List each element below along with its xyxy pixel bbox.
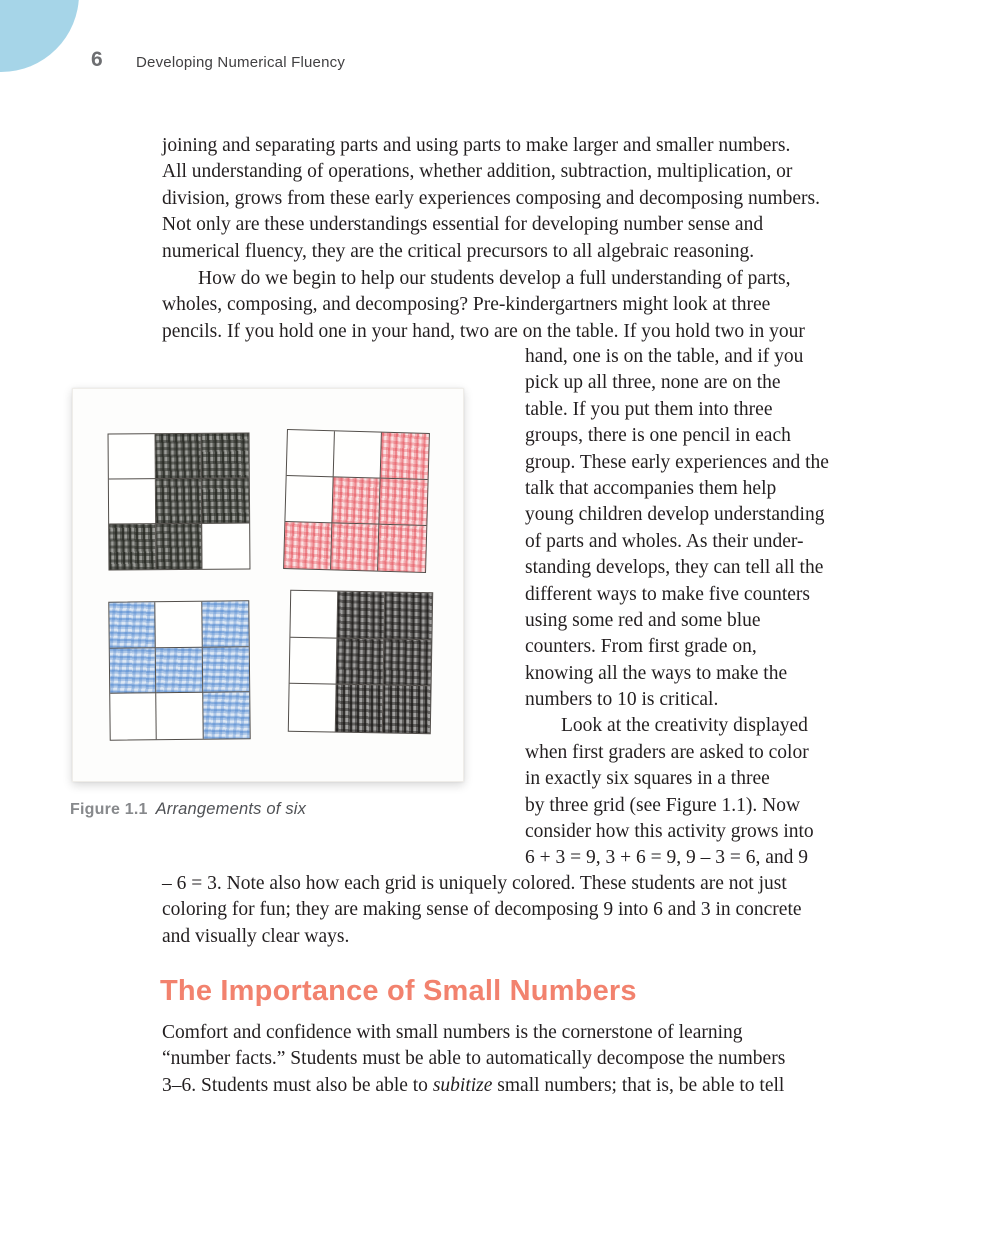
colored-square [202, 479, 249, 524]
empty-square [290, 637, 338, 684]
corner-accent-circle [0, 0, 79, 72]
empty-square [285, 476, 333, 523]
text-line: All understanding of operations, whether addition, subtraction, multiplication, or [162, 161, 793, 183]
empty-square [289, 684, 337, 731]
text-line: when first graders are asked to color [525, 741, 809, 763]
text-line: Not only are these understandings essential for developing number sense and [162, 214, 764, 236]
text-line: in exactly six squares in a three [525, 768, 770, 790]
figure-caption-label: Figure 1.1 [70, 801, 148, 818]
text-line: – 6 = 3. Note also how each grid is uniquely colored. These students are not just [162, 873, 787, 894]
dark-green-crayon-grid [108, 433, 251, 571]
paragraph-2-intro [162, 266, 805, 345]
text-line: hand, one is on the table, and if you [525, 346, 804, 367]
colored-square [381, 433, 429, 480]
red-crayon-grid [283, 429, 430, 573]
colored-square [378, 525, 426, 572]
text-line: young children develop understanding [525, 504, 825, 526]
colored-square [109, 602, 156, 648]
text-line: joining and separating parts and using parts to make larger and smaller numbers. [162, 135, 791, 156]
colored-square [202, 647, 249, 693]
colored-square [332, 477, 380, 524]
colored-square [203, 693, 250, 739]
figure-caption [70, 800, 306, 819]
text-line: “number facts.” Students must be able to automatically decompose the numbers [162, 1048, 786, 1070]
text-line: 6 + 3 = 9, 3 + 6 = 9, 9 – 3 = 6, and 9 [525, 847, 809, 869]
paragraph-3 [162, 871, 802, 950]
figure-1-1-image [72, 388, 464, 782]
colored-square [384, 592, 432, 639]
figure-caption-text: Arrangements of six [155, 800, 307, 818]
text-line: different ways to make five counters [525, 583, 810, 605]
text-line: and visually clear ways. [162, 925, 350, 947]
text-line: standing develops, they can tell all the [525, 557, 824, 579]
paragraph-4 [162, 1020, 785, 1099]
text-line: Comfort and confidence with small numbers is the cornerstone of learning [162, 1022, 743, 1043]
text-line: 3–6. Students must also be able to subitize small numbers; that is, be able to tell [162, 1074, 785, 1096]
text-line: by three grid (see Figure 1.1). Now [525, 794, 801, 816]
colored-square [110, 648, 157, 694]
colored-square [155, 479, 202, 524]
running-head: Developing Numerical Fluency [136, 54, 346, 71]
empty-square [290, 591, 338, 638]
empty-square [202, 524, 249, 569]
colored-square [156, 524, 203, 569]
text-line: division, grows from these early experiences composing and decomposing numbers. [162, 187, 820, 209]
colored-square [202, 434, 249, 479]
text-line: coloring for fun; they are making sense of decomposing 9 into 6 and 3 in concrete [162, 899, 802, 921]
text-line: using some red and some blue [525, 609, 761, 631]
text-line: talk that accompanies them help [525, 477, 777, 499]
text-line: wholes, composing, and decomposing? Pre-kindergartners might look at three [162, 294, 771, 316]
page-number: 6 [91, 48, 103, 71]
colored-square [155, 434, 202, 479]
colored-square [384, 639, 432, 686]
colored-square [331, 523, 379, 570]
text-line: numerical fluency, they are the critical precursors to all algebraic reasoning. [162, 240, 755, 262]
colored-square [284, 522, 332, 569]
text-line: pencils. If you hold one in your hand, two are on the table. If you hold two in your [162, 320, 805, 342]
empty-square [156, 602, 203, 648]
text-line: consider how this activity grows into [525, 821, 814, 843]
paragraph-1 [162, 133, 820, 265]
colored-square [109, 524, 156, 569]
text-line: pick up all three, none are on the [525, 372, 781, 394]
empty-square [157, 693, 204, 739]
blue-crayon-grid [108, 600, 250, 740]
empty-square [109, 479, 156, 524]
text-line: How do we begin to help our students develop a full understanding of parts, [198, 268, 791, 289]
text-line: groups, there is one pencil in each [525, 425, 791, 447]
text-line: of parts and wholes. As their under- [525, 530, 804, 552]
colored-square [379, 479, 427, 526]
colored-square [336, 685, 384, 732]
text-line: counters. From first grade on, [525, 636, 757, 658]
empty-square [110, 694, 157, 740]
text-line: Look at the creativity displayed [561, 715, 808, 737]
colored-square [337, 592, 385, 639]
text-line: knowing all the ways to make the [525, 662, 788, 684]
black-crayon-grid [288, 590, 433, 734]
empty-square [334, 431, 382, 478]
colored-square [202, 601, 249, 647]
paragraph-2-wrapped-column [525, 344, 829, 872]
text-line: table. If you put them into three [525, 398, 773, 420]
colored-square [337, 638, 385, 685]
section-heading: The Importance of Small Numbers [160, 975, 637, 1007]
colored-square [156, 647, 203, 693]
text-line: group. These early experiences and the [525, 451, 829, 473]
empty-square [109, 434, 156, 479]
empty-square [287, 430, 335, 477]
colored-square [383, 686, 431, 733]
text-line: numbers to 10 is critical. [525, 689, 719, 711]
